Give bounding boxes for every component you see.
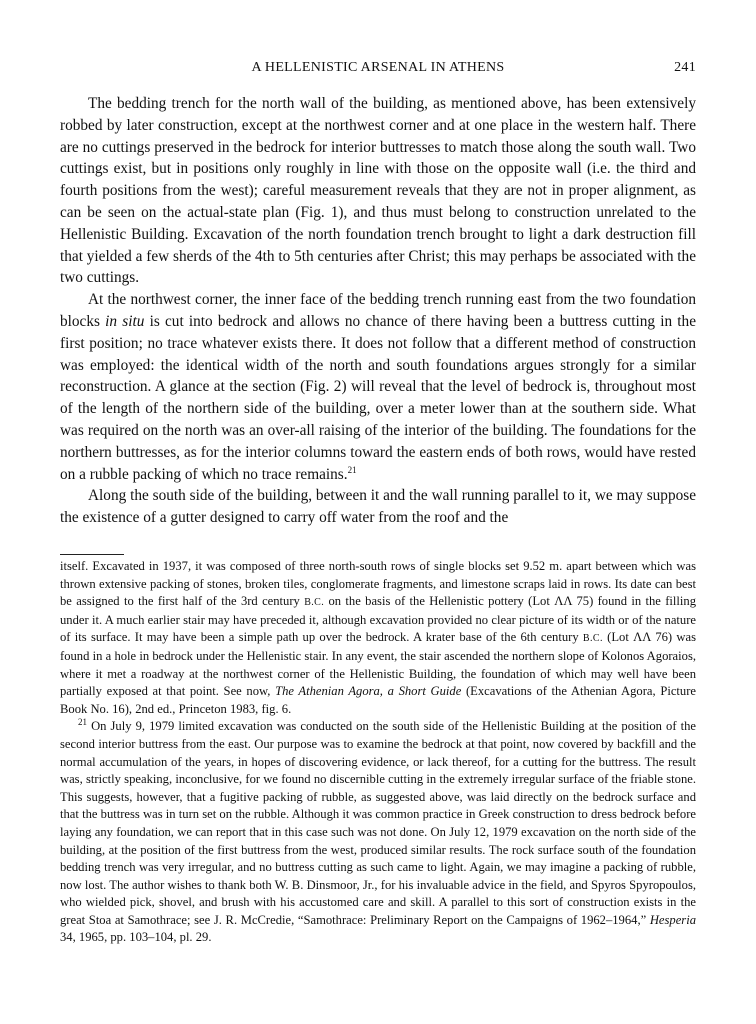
footnote-21	[60, 718, 696, 947]
footnote-ref-21[interactable]: 21	[347, 464, 357, 475]
italic-term: in situ	[105, 312, 145, 330]
running-header	[60, 60, 696, 76]
page-number: 241	[674, 60, 696, 75]
footnote-text: (Excavations of the Athenian Agora, Picture Book No. 16), 2nd ed., Princeton 1983, fig. 6.	[60, 684, 696, 716]
footnote-text: 34, 1965, pp. 103–104, pl. 29.	[60, 930, 212, 945]
footnote-continued	[60, 558, 696, 718]
footnote-number: 21	[78, 717, 87, 728]
paragraph-north-wall: The bedding trench for the north wall of the building, as mentioned above, has been extensively robbed by later construction, except at the northwest corner and at one place in the western half. There are no cuttings preserved in the bedrock for interior buttresses to match those along the south wall. Two cuttings exist, but in positions only roughly in line with those on the opposite wall (i.e. the third and fourth positions from the west); careful measurement reveals that they are not in proper alignment, as can be seen on the actual-state plan (Fig. 1), and thus must belong to construction unrelated to the Hellenistic Building. Excavation of the north foundation trench brought to light a dark destruction fill that yielded a few sherds of the 4th to 5th centuries after Christ; this may perhaps be associated with the two cuttings.	[60, 95, 696, 287]
era-abbrev: B.C.	[582, 633, 603, 645]
italic-title: The Athenian Agora, a Short Guide	[275, 684, 462, 699]
paragraph-northwest-corner	[60, 289, 696, 485]
footnote-separator	[60, 554, 124, 555]
running-title: A HELLENISTIC ARSENAL IN ATHENS	[251, 60, 505, 75]
footnote-text: itself. Excavated in 1937, it was composed of three north-south rows of single blocks set 9.52 m. apart between which was thrown extensive packing of stones, broken tiles, conglomerate fragments, and limestone scraps laid in rows. Its date can best be assigned to the first half of the 3rd century	[60, 559, 696, 609]
footnote-text: (Lot ΛΛ 76) was found in a hole in bedrock under the Hellenistic stair. In any event, the stair ascended the northern slope of Kolonos Agoraios, where it met a roadway at the northwest corner of the Hellenistic Building, the foundation of which may well have been partially exposed at that point. See now,	[60, 630, 696, 699]
footnote-text: on the basis of the Hellenistic pottery (Lot ΛΛ 75) found in the filling under it. A much earlier stair may have preceded it, although excavation provided no clear picture of its width or of the nature of its surface. It may have been a simple path up over the bedrock. A krater base of the 6th century	[60, 594, 696, 645]
paragraph-text: At the northwest corner, the inner face of the bedding trench running east from the two foundation blocks	[60, 291, 696, 330]
footnotes	[60, 558, 696, 947]
paragraph-text: is cut into bedrock and allows no chance of there having been a buttress cutting in the first position; no trace whatever exists there. It does not follow that a different method of construction was employed: the identical width of the north and south foundations argues strongly for a similar reconstruction. A glance at the section (Fig. 2) will reveal that the level of bedrock is, throughout most of the length of the northern side of the building, over a meter lower than at the southern side. What was required on the north was an over-all raising of the interior of the building. The foundations for the northern buttresses, as for the interior columns toward the eastern ends of both rows, would have rested on a rubble packing of which no trace remains.	[60, 312, 696, 483]
paragraph-south-side: Along the south side of the building, between it and the wall running parallel to it, we may suppose the existence of a gutter designed to carry off water from the roof and the	[60, 487, 696, 527]
era-abbrev: B.C.	[304, 597, 325, 609]
footnote-text: On July 9, 1979 limited excavation was conducted on the south side of the Hellenistic Building at the position of the second interior buttress from the east. Our purpose was to examine the bedrock at that point, now covered by backfill and the normal accumulation of the years, in hopes of discovering evidence, or lack thereof, for a cutting for the buttress. The result was, strictly speaking, inconclusive, for we found no discernible cutting in the extremely irregular surface of the friable stone. This suggests, however, that a fugitive packing of rubble, as suggested above, was laid directly on the bedrock surface and that the buttress was in turn set on the rubble. Although it was common practice in Greek construction to dress bedrock before laying any foundation, we can report that in this case such was not done. On July 12, 1979 excavation on the north side of the building, at the position of the first buttress from the west, produced similar results. The rock surface south of the foundation bedding trench was very irregular, and no buttress cutting as such came to light. Again, we may imagine a packing of rubble, now lost. The author wishes to thank both W. B. Dinsmoor, Jr., for his invaluable advice in the field, and Spyros Spyropoulos, who wielded pick, shovel, and brush with his accustomed care and skill. A parallel to this sort of construction exists in the great Stoa at Samothrace; see J. R. McCredie, “Samothrace: Preliminary Report on the Campaigns of 1962–1964,”	[60, 719, 696, 927]
main-text	[60, 93, 696, 529]
italic-title: Hesperia	[649, 912, 696, 927]
